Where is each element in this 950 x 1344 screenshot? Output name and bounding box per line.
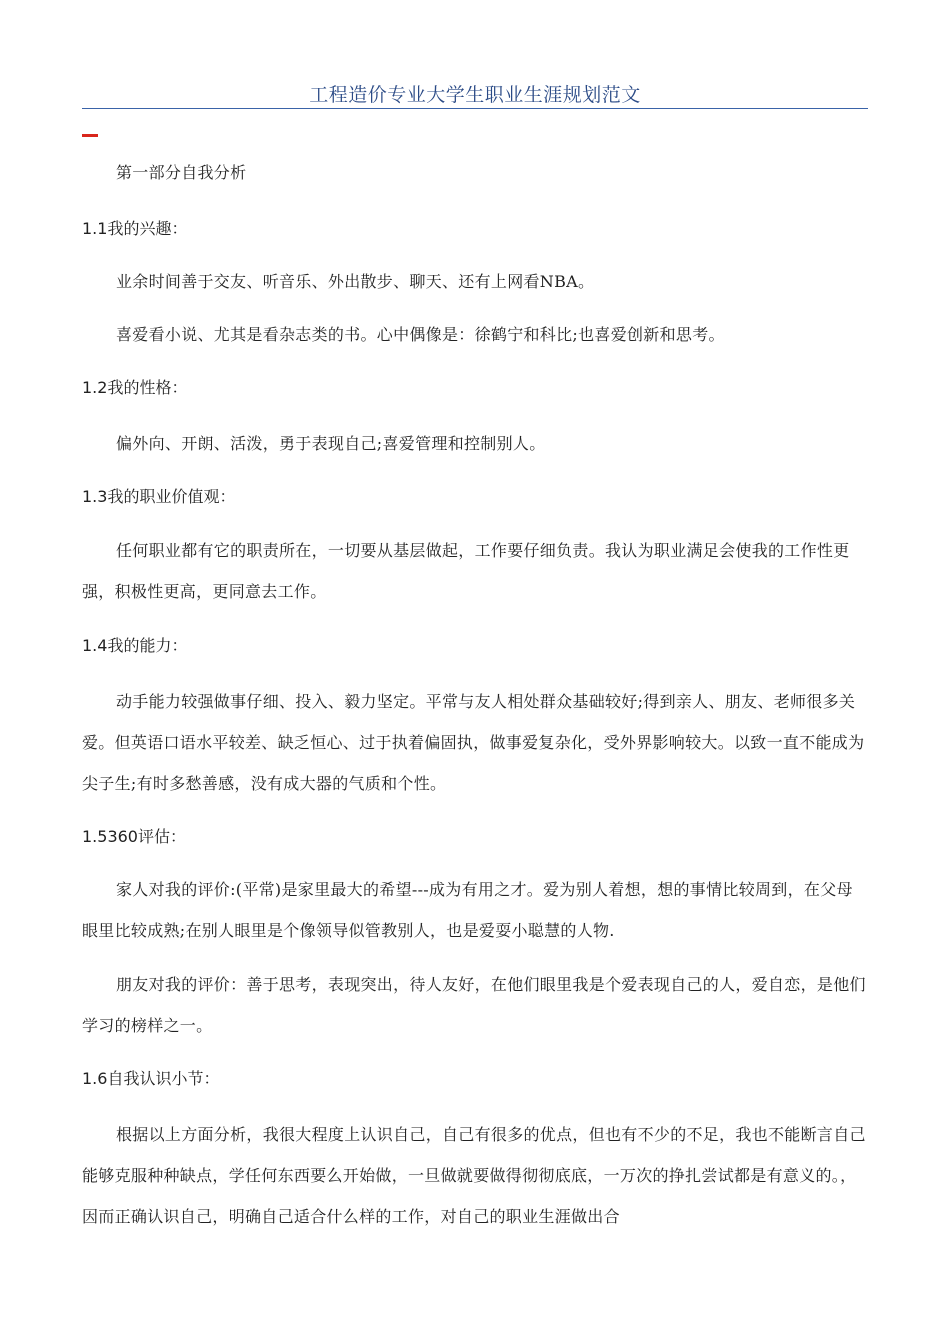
heading-label: 我的性格： bbox=[107, 378, 188, 397]
heading-label: 我的职业价值观： bbox=[107, 487, 236, 506]
heading-evaluation bbox=[82, 825, 186, 849]
paragraph-values: 任何职业都有它的职责所在，一切要从基层做起，工作要仔细负责。我认为职业满足会使我的工作性更强，积极性更高，更同意去工作。 bbox=[82, 541, 850, 601]
paragraph-friend-evaluation: 朋友对我的评价：善于思考，表现突出，待人友好，在他们眼里我是个爱表现自己的人，爱自恋，是他们学习的榜样之一。 bbox=[82, 975, 866, 1035]
heading-label: 评估： bbox=[137, 827, 186, 846]
heading-number: 1.4 bbox=[82, 636, 108, 655]
red-dash-marker bbox=[82, 134, 98, 137]
heading-self-summary bbox=[82, 1067, 219, 1091]
heading-number: 1.1 bbox=[82, 219, 108, 238]
heading-label: 自我认识小节： bbox=[107, 1069, 220, 1088]
heading-label: 我的兴趣： bbox=[107, 219, 188, 238]
document-title: 工程造价专业大学生职业生涯规划范文 bbox=[309, 84, 641, 106]
title-underline bbox=[82, 108, 868, 109]
paragraph-interest-1: 业余时间善于交友、听音乐、外出散步、聊天、还有上网看NBA。 bbox=[116, 272, 595, 291]
paragraph-personality: 偏外向、开朗、活泼，勇于表现自己;喜爱管理和控制别人。 bbox=[116, 434, 546, 453]
section-title: 第一部分自我分析 bbox=[116, 163, 247, 182]
heading-number: 1.2 bbox=[82, 378, 108, 397]
heading-interest bbox=[82, 217, 187, 241]
heading-label: 我的能力： bbox=[107, 636, 188, 655]
heading-number: 1.5360 bbox=[82, 827, 138, 846]
paragraph-ability: 动手能力较强做事仔细、投入、毅力坚定。平常与友人相处群众基础较好;得到亲人、朋友、老师很多关爱。但英语口语水平较差、缺乏恒心、过于执着偏固执，做事爱复杂化，受外界影响较大。以致一直不能成为尖子生;有时多愁善感，没有成大器的气质和个性。 bbox=[82, 692, 865, 793]
heading-number: 1.6 bbox=[82, 1069, 108, 1088]
paragraph-summary: 根据以上方面分析，我很大程度上认识自己，自己有很多的优点，但也有不少的不足，我也不能断言自己能够克服种种缺点，学任何东西要么开始做，一旦做就要做得彻彻底底，一万次的挣扎尝试都是有意义的。，因而正确认识自己，明确自己适合什么样的工作，对自己的职业生涯做出合 bbox=[82, 1125, 866, 1226]
heading-ability bbox=[82, 634, 187, 658]
heading-personality bbox=[82, 376, 187, 400]
paragraph-interest-2: 喜爱看小说、尤其是看杂志类的书。心中偶像是：徐鹤宁和科比;也喜爱创新和思考。 bbox=[116, 325, 725, 344]
heading-values bbox=[82, 485, 235, 509]
paragraph-family-evaluation: 家人对我的评价:(平常)是家里最大的希望---成为有用之才。爱为别人着想，想的事情比较周到，在父母眼里比较成熟;在别人眼里是个像领导似管教别人，也是爱耍小聪慧的人物. bbox=[82, 880, 853, 940]
heading-number: 1.3 bbox=[82, 487, 108, 506]
